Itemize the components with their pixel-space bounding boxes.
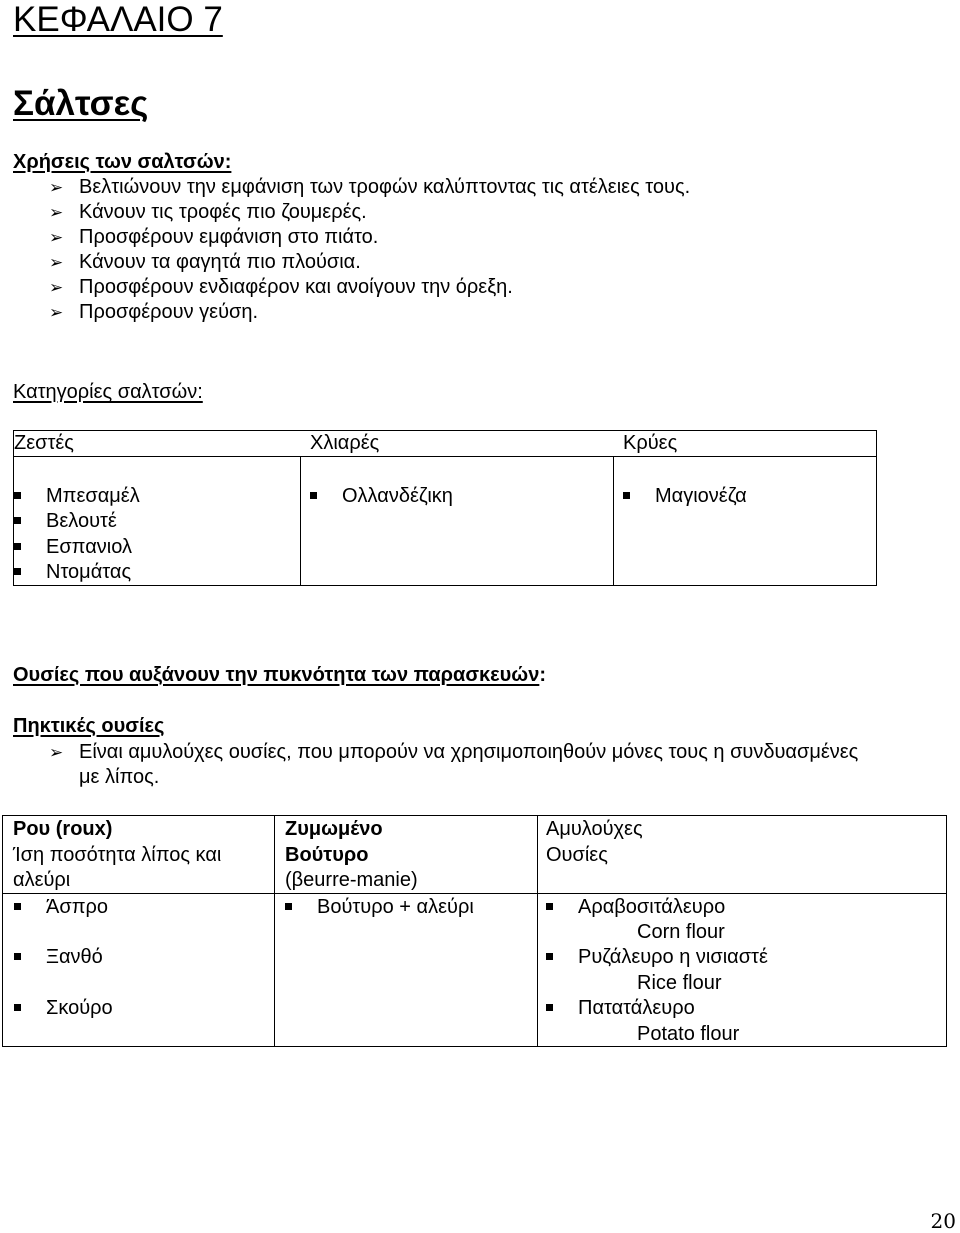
list-item: ➢ Προσφέρουν εμφάνιση στο πιάτο.	[49, 226, 379, 248]
square-bullet-icon	[14, 517, 21, 524]
column-header-warm: Χλιαρές	[310, 432, 380, 454]
thickeners-subheading: Πηκτικές ουσίες	[13, 715, 165, 737]
beurre-title-line1: Ζυμωμένο	[285, 818, 383, 840]
arrow-bullet-icon: ➢	[49, 303, 64, 322]
rice-flour-label: Rice flour	[637, 972, 722, 994]
arrow-bullet-icon: ➢	[49, 178, 64, 197]
starch-title-line1: Αμυλούχες	[546, 818, 643, 840]
list-item: ➢ Προσφέρουν ενδιαφέρον και ανοίγουν την όρεξη.	[49, 276, 513, 298]
arrow-bullet-icon: ➢	[49, 278, 64, 297]
square-bullet-icon	[546, 1004, 553, 1011]
corn-flour-label: Corn flour	[637, 921, 725, 943]
roux-desc-line1: Ίση ποσότητα λίπος και	[13, 844, 222, 866]
square-bullet-icon	[546, 903, 553, 910]
square-bullet-icon	[14, 543, 21, 550]
list-item: ➢ Προσφέρουν γεύση.	[49, 301, 259, 323]
square-bullet-icon	[14, 1004, 21, 1011]
column-header-hot: Ζεστές	[14, 432, 74, 454]
thickeners-list	[49, 740, 944, 790]
arrow-bullet-icon: ➢	[49, 743, 64, 762]
square-bullet-icon	[546, 953, 553, 960]
arrow-bullet-icon: ➢	[49, 253, 64, 272]
list-item: ➢ Κάνουν τα φαγητά πιο πλούσια.	[49, 251, 361, 273]
square-bullet-icon	[310, 492, 317, 499]
uses-list	[49, 175, 944, 325]
beurre-desc: (βeurre-manie)	[285, 869, 418, 891]
categories-heading: Κατηγορίες σαλτσών:	[13, 381, 203, 403]
starch-title-line2: Ουσίες	[546, 844, 608, 866]
uses-heading: Χρήσεις των σαλτσών:	[13, 151, 232, 173]
page-number: 20	[930, 1209, 956, 1233]
square-bullet-icon	[285, 903, 292, 910]
arrow-bullet-icon: ➢	[49, 203, 64, 222]
section-title: Σάλτσες	[13, 84, 149, 123]
thickeners-heading: Ουσίες που αυξάνουν την πυκνότητα των παρασκευών:	[13, 664, 546, 686]
square-bullet-icon	[623, 492, 630, 499]
chapter-title: ΚΕΦΑΛΑΙΟ 7	[13, 0, 223, 39]
list-item: ➢ Βελτιώνουν την εμφάνιση των τροφών καλύπτοντας τις ατέλειες τους.	[49, 176, 691, 198]
square-bullet-icon	[14, 953, 21, 960]
potato-flour-label: Potato flour	[637, 1023, 740, 1045]
square-bullet-icon	[14, 568, 21, 575]
square-bullet-icon	[14, 903, 21, 910]
roux-desc-line2: αλεύρι	[13, 869, 71, 891]
arrow-bullet-icon: ➢	[49, 228, 64, 247]
beurre-title-line2: Βούτυρο	[285, 844, 369, 866]
roux-title: Ρου (roux)	[13, 818, 113, 840]
list-item: ➢ Κάνουν τις τροφές πιο ζουμερές.	[49, 201, 367, 223]
list-item: ➢ Είναι αμυλούχες ουσίες, που μπορούν να χρησιμοποιηθούν μόνες τους η συνδυασμένες με λίπος.	[49, 741, 859, 788]
square-bullet-icon	[14, 492, 21, 499]
column-header-cold: Κρύες	[623, 432, 678, 454]
